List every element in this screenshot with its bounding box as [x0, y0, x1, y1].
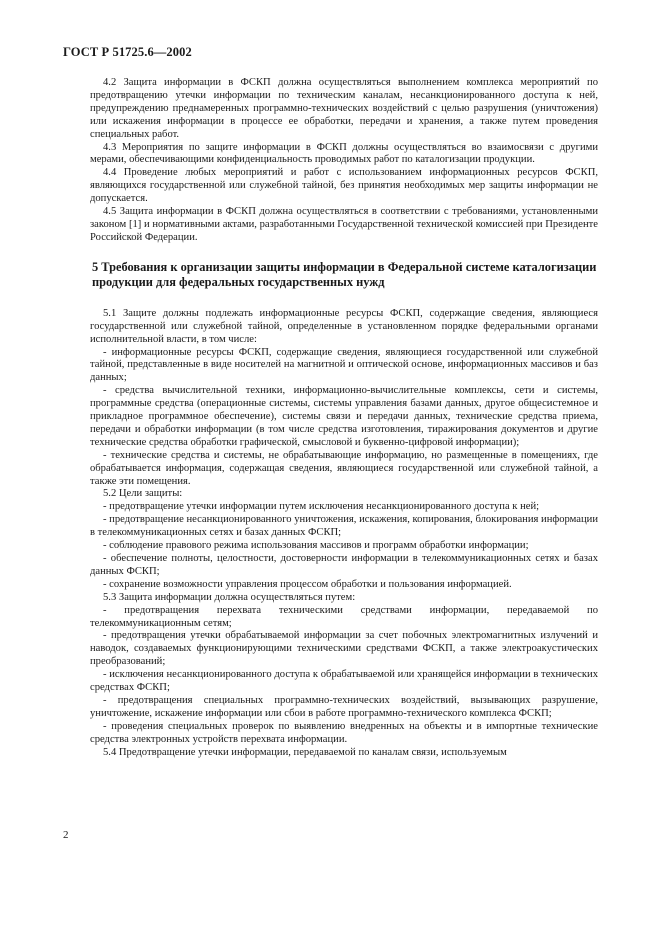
document-body [90, 77, 598, 760]
list-item: - средства вычислительной техники, информационно-вычислительные комплексы, сети и системы, программные средства (операционные системы, системы управления базами данных, другое общесистемное и прикладное программное обеспечение), системы связи и передачи данных, технические средства приема, передачи и обработки информации (в том числе средства изготовления, тиражирования документов и другие технические средства обработки графической, смысловой и буквенно-цифровой информации); [90, 385, 598, 448]
paragraph-4-3: 4.3 Мероприятия по защите информации в ФСКП должны осуществляться во взаимосвязи с другими мерами, обеспечивающими конфиденциальность проводимых работ по каталогизации продукции. [90, 141, 598, 166]
page-number: 2 [63, 829, 69, 841]
paragraph-5-1: 5.1 Защите должны подлежать информационные ресурсы ФСКП, содержащие сведения, являющиеся государственной или служебной тайной, определенные в установленном порядке федеральными органами исполнительной власти, в том числе: [90, 307, 598, 345]
list-item: - соблюдение правового режима использования массивов и программ обработки информации; [103, 540, 529, 552]
list-item: - обеспечение полноты, целостности, достоверности информации в телекоммуникационных сетях и базах данных ФСКП; [90, 553, 598, 577]
list-item: - исключения несанкционированного доступа к обрабатываемой или хранящейся информации в технических средствах ФСКП; [90, 669, 598, 694]
list-item: - предотвращения утечки обрабатываемой информации за счет побочных электромагнитных излучений и наводок, создаваемых функционирующими техническими средствами ФСКП, а также электроакустических преобразований; [90, 630, 598, 668]
list-item: - информационные ресурсы ФСКП, содержащие сведения, являющиеся государственной или служебной тайной, представленные в виде носителей на магнитной и оптической основе, информационных массивов и баз данных; [90, 346, 598, 384]
list-item: - технические средства и системы, не обрабатывающие информацию, но размещенные в помещениях, где обрабатывается информация, содержащая сведения, являющиеся государственной или служебной тайной, а также эти помещения. [90, 449, 598, 487]
list-item: - предотвращение утечки информации путем исключения несанкционированного доступа к ней; [103, 501, 540, 513]
paragraph-4-5: 4.5 Защита информации в ФСКП должна осуществляться в соответствии с требованиями, установленными законом [1] и нормативными актами, разработанными Государственной технической комиссией при Президенте Российской Федерации. [90, 206, 598, 243]
paragraph-5-4: 5.4 Предотвращение утечки информации, передаваемой по каналам связи, используемым [103, 746, 507, 758]
list-item: - предотвращения перехвата техническими средствами информации, передаваемой по телекоммуникационным сетям; [90, 604, 598, 629]
paragraph-4-4: 4.4 Проведение любых мероприятий и работ с использованием информационных ресурсов ФСКП, являющихся государственной или служебной тайной, без принятия необходимых мер защиты информации не допускается. [90, 167, 598, 205]
list-item: - сохранение возможности управления процессом обработки и пользования информацией. [103, 578, 512, 590]
paragraph-4-2: 4.2 Защита информации в ФСКП должна осуществляться выполнением комплекса мероприятий по предотвращению утечки информации по техническим каналам, несанкционированного доступа к ней, предупреждению преднамеренных программно-технических воздействий с целью разрушения (уничтожения) или искажения информации в процессе ее обработки, передачи и хранения, а также путем проведения специальных работ. [90, 77, 598, 140]
list-item: - предотвращения специальных программно-технических воздействий, вызывающих разрушение, уничтожение, искажение информации или сбои в работе программно-технического комплекса ФСКП; [90, 694, 598, 719]
list-item: - предотвращение несанкционированного уничтожения, искажения, копирования, блокирования информации в телекоммуникационных сетях и базах данных ФСКП; [90, 514, 598, 539]
list-item: - проведения специальных проверок по выявлению внедренных на объекты и в импортные технические средства электронных устройств перехвата информации. [90, 720, 598, 745]
document-header: ГОСТ Р 51725.6—2002 [63, 45, 192, 59]
paragraph-5-3: 5.3 Защита информации должна осуществляться путем: [103, 591, 356, 603]
section-5-heading: 5 Требования к организации защиты информации в Федеральной системе каталогизации продукции для федеральных государственных нужд [92, 259, 597, 290]
paragraph-5-2: 5.2 Цели защиты: [103, 488, 183, 500]
